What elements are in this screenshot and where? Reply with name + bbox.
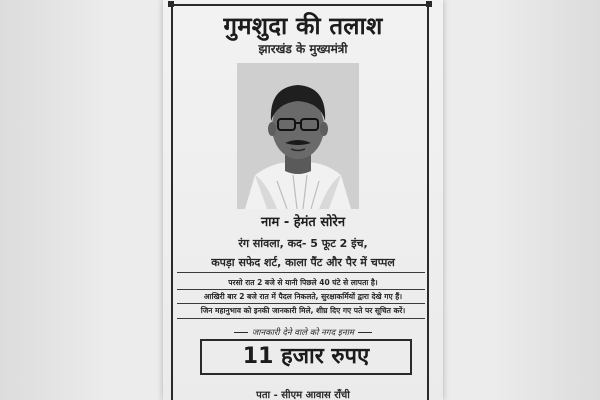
poster-title: गुमशुदा की तलाश (223, 12, 383, 40)
person-photo (237, 63, 359, 209)
frame-corner-ornament (168, 1, 174, 7)
divider (177, 272, 425, 273)
divider (177, 318, 425, 319)
poster-subtitle: झारखंड के मुख्यमंत्री (258, 42, 348, 56)
description-clothing: कपड़ा सफेद शर्ट, काला पैंट और पैर में चप्पल (211, 256, 395, 269)
description-contact-request: जिन महानुभाव को इनकी जानकारी मिले, शीघ्र दिए गए पते पर सूचित करें। (200, 306, 406, 315)
description-missing-since: परसो रात 2 बजे से यानी पिछले 40 घंटे से लापता है। (228, 278, 378, 287)
frame-corner-ornament (426, 1, 432, 7)
divider (177, 303, 425, 304)
reward-amount: 11 हजार रुपए (200, 339, 412, 375)
missing-person-poster (163, 0, 443, 400)
person-portrait-illustration (237, 63, 359, 209)
description-last-seen: आखिरी बार 2 बजे रात में पैदल निकलते, सुरक्षाकर्मियों द्वारा देखे गए हैं। (203, 292, 403, 301)
divider (177, 289, 425, 290)
reward-label: जानकारी देने वाले को नगद इनाम (163, 327, 443, 338)
poster-address: पता - सीएम आवास राँची (256, 390, 350, 400)
description-complexion-height: रंग सांवला, कद- 5 फूट 2 इंच, (238, 237, 368, 250)
person-name: नाम - हेमंत सोरेन (260, 215, 346, 230)
